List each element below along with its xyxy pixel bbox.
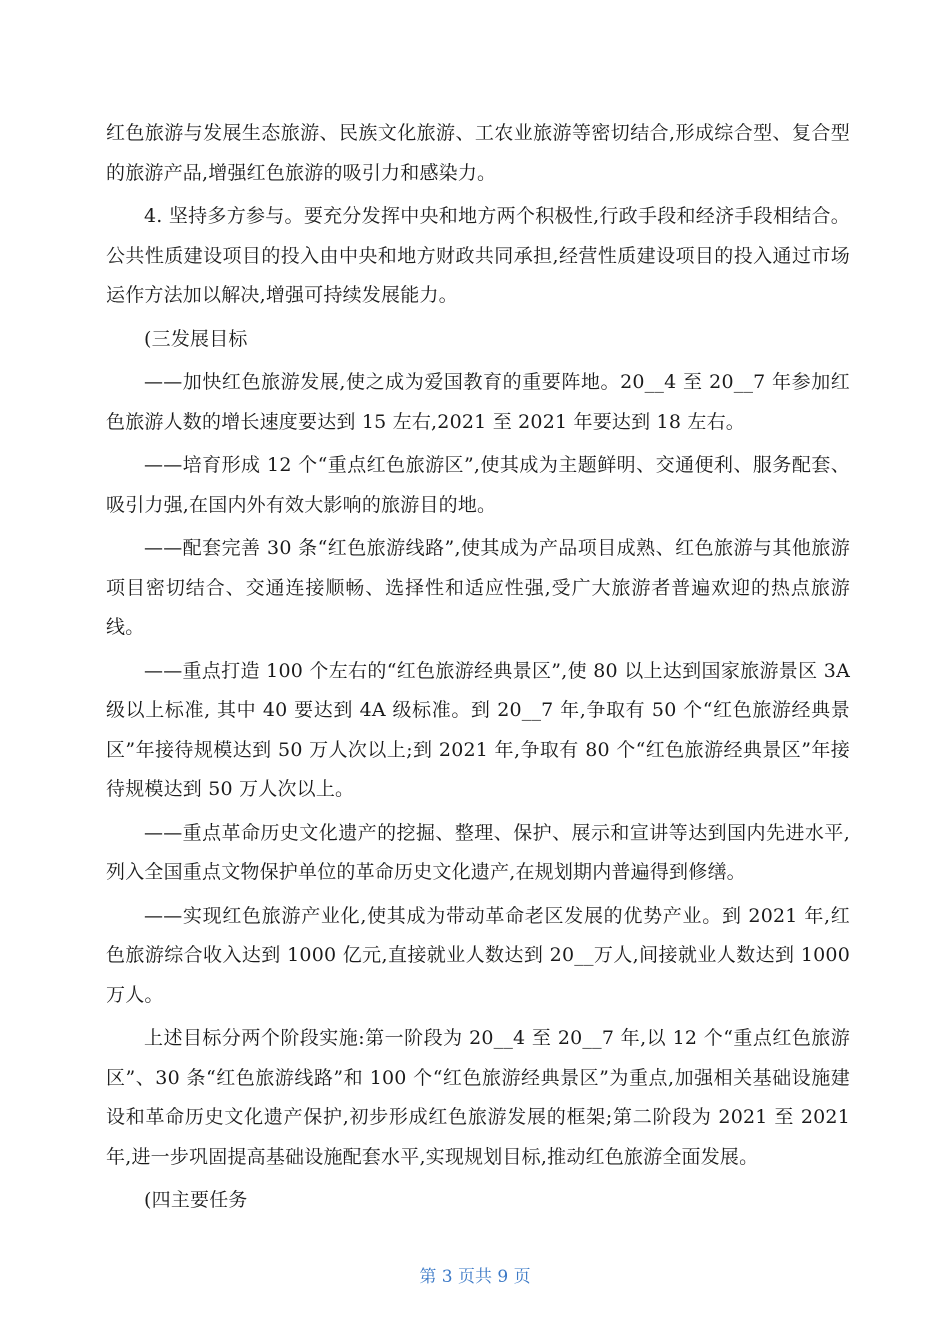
paragraph-2: 4. 坚持多方参与。要充分发挥中央和地方两个积极性,行政手段和经济手段相结合。公共性质建设项目的投入由中央和地方财政共同承担,经营性质建设项目的投入通过市场运作方法加以解决,增强可持续发展能力。 (106, 205, 850, 306)
paragraph-4: ——培育形成 12 个“重点红色旅游区”,使其成为主题鲜明、交通便利、服务配套、吸引力强,在国内外有效大影响的旅游目的地。 (106, 454, 850, 516)
paragraph-7: ——重点革命历史文化遗产的挖掘、整理、保护、展示和宣讲等达到国内先进水平,列入全国重点文物保护单位的革命历史文化遗产,在规划期内普遍得到修缮。 (106, 821, 850, 883)
paragraph-8: ——实现红色旅游产业化,使其成为带动革命老区发展的优势产业。到 2021 年,红色旅游综合收入达到 1000 亿元,直接就业人数达到 20__万人,间接就业人数达到 1000 万人。 (106, 904, 850, 1006)
section-heading-goals: (三发展目标 (144, 327, 248, 350)
paragraph-3: ——加快红色旅游发展,使之成为爱国教育的重要阵地。20__4 至 20__7 年参加红色旅游人数的增长速度要达到 15 左右,2021 至 2021 年要达到 18 左右。 (106, 371, 850, 433)
paragraph-9: 上述目标分两个阶段实施:第一阶段为 20__4 至 20__7 年,以 12 个“重点红色旅游区”、30 条“红色旅游线路”和 100 个“红色旅游经典景区”为重点,加强相关基础设施建设和革命历史文化遗产保护,初步形成红色旅游发展的框架;第二阶段为 2021 至 2021 年,进一步巩固提高基础设施配套水平,实现规划目标,推动红色旅游全面发展。 (106, 1027, 850, 1168)
page-number-footer: 第 3 页共 9 页 (419, 1267, 531, 1287)
section-heading-tasks: (四主要任务 (144, 1189, 248, 1211)
document-body (106, 114, 850, 1225)
paragraph-1: 红色旅游与发展生态旅游、民族文化旅游、工农业旅游等密切结合,形成综合型、复合型的旅游产品,增强红色旅游的吸引力和感染力。 (106, 122, 850, 184)
paragraph-6: ——重点打造 100 个左右的“红色旅游经典景区”,使 80 以上达到国家旅游景区 3A 级以上标准, 其中 40 要达到 4A 级标准。到 20__7 年,争取有 50 个“红色旅游经典景区”年接待规模达到 50 万人次以上;到 2021 年,争取有 80 个“红色旅游经典景区”年接待规模达到 50 万人次以上。 (106, 659, 850, 800)
paragraph-5: ——配套完善 30 条“红色旅游线路”,使其成为产品项目成熟、红色旅游与其他旅游项目密切结合、交通连接顺畅、选择性和适应性强,受广大旅游者普遍欢迎的热点旅游线。 (106, 537, 850, 638)
